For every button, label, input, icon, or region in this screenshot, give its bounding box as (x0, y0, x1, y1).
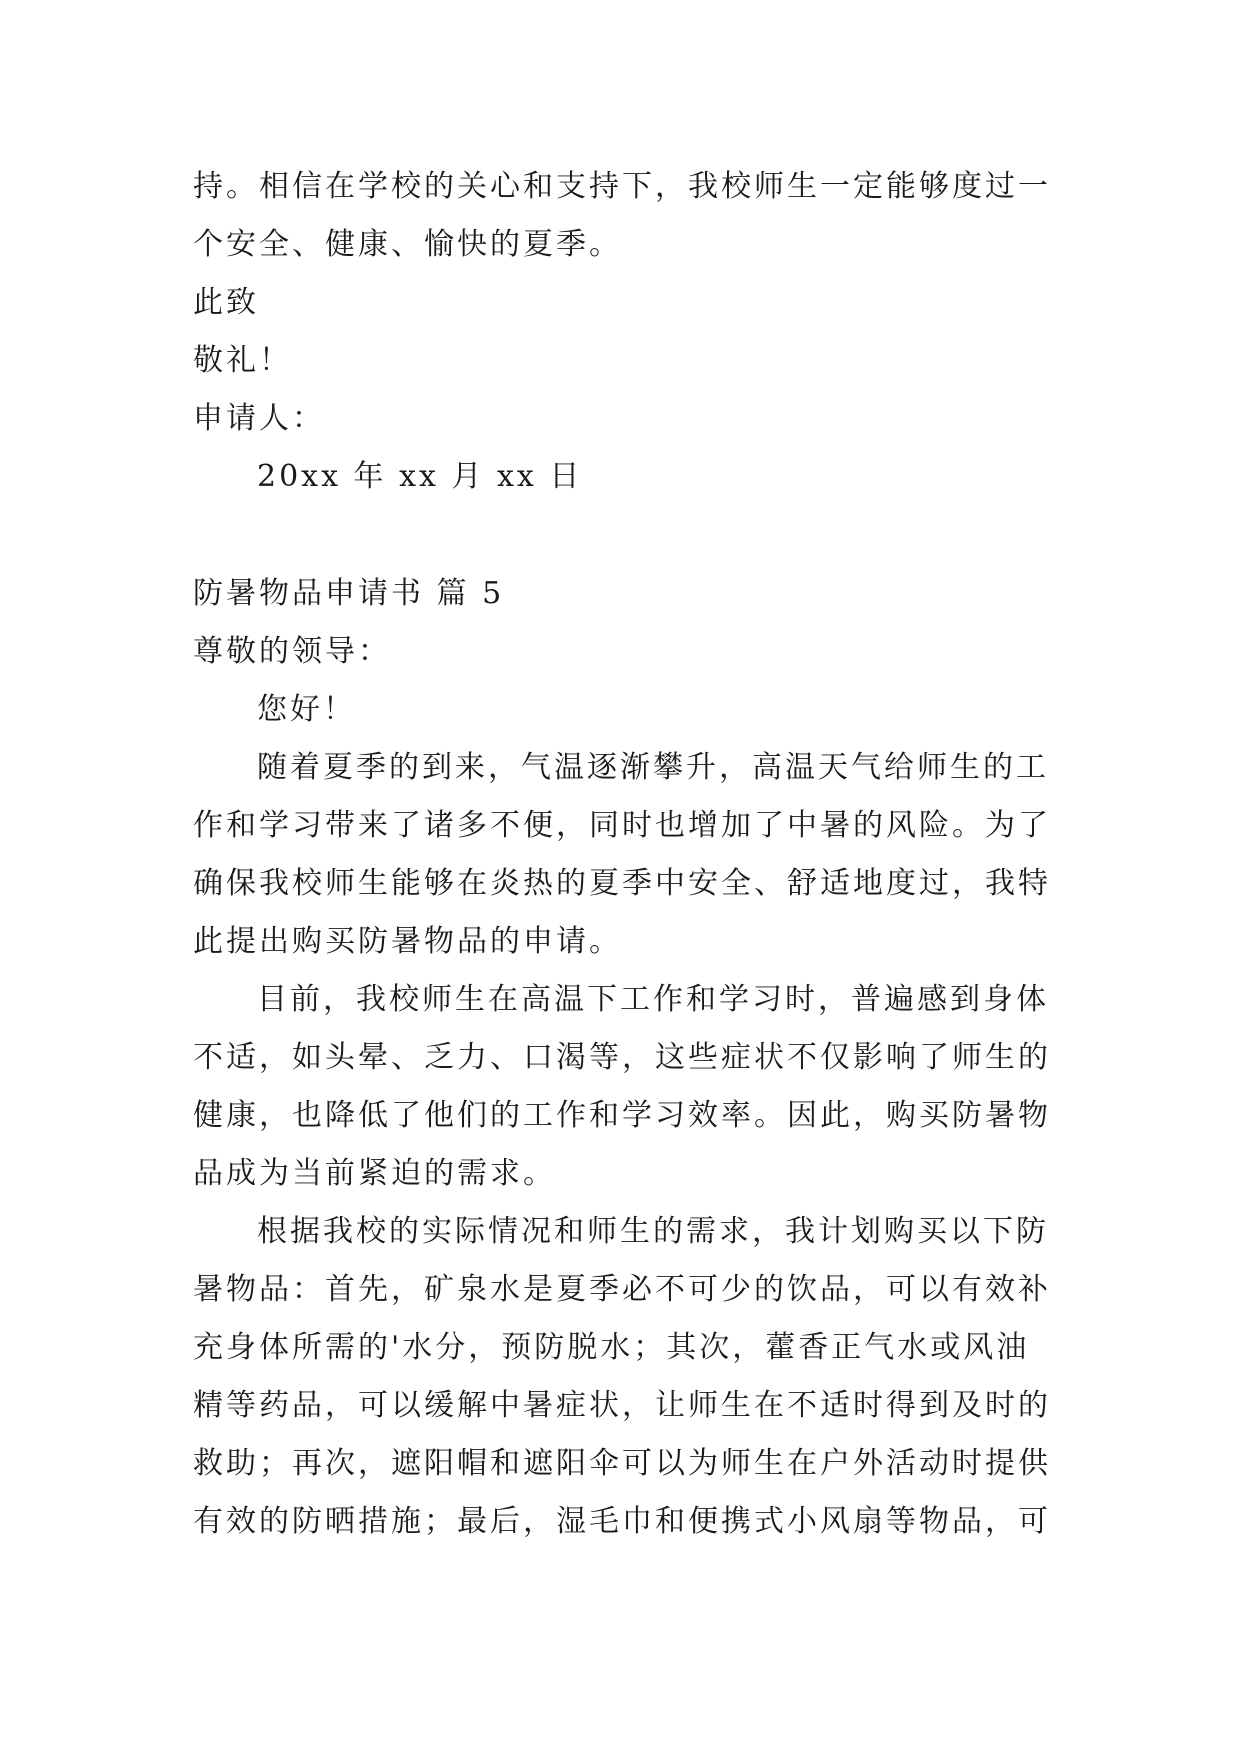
paragraph-line: 充身体所需的'水分，预防脱水；其次，藿香正气水或风油 (193, 1330, 1030, 1365)
paragraph-line: 精等药品，可以缓解中暑症状，让师生在不适时得到及时的 (193, 1388, 1051, 1423)
greeting: 尊敬的领导： (193, 634, 391, 669)
section-title: 防暑物品申请书 篇 5 (193, 576, 505, 611)
closing-regards: 敬礼！ (193, 343, 292, 378)
greeting-hello: 您好！ (257, 692, 356, 727)
applicant-label: 申请人： (193, 401, 325, 436)
paragraph-line: 作和学习带来了诸多不便，同时也增加了中暑的风险。为了 (193, 808, 1051, 843)
paragraph-line: 根据我校的实际情况和师生的需求，我计划购买以下防 (257, 1214, 1049, 1249)
paragraph-line: 此提出购买防暑物品的申请。 (193, 924, 622, 959)
paragraph-line: 确保我校师生能够在炎热的夏季中安全、舒适地度过，我特 (193, 866, 1051, 901)
closing-salutation: 此致 (193, 285, 259, 320)
paragraph-line: 品成为当前紧迫的需求。 (193, 1156, 556, 1191)
paragraph-line: 不适，如头晕、乏力、口渴等，这些症状不仅影响了师生的 (193, 1040, 1051, 1075)
paragraph-line: 持。相信在学校的关心和支持下，我校师生一定能够度过一 (193, 169, 1051, 204)
paragraph-line: 健康，也降低了他们的工作和学习效率。因此，购买防暑物 (193, 1098, 1051, 1133)
paragraph-line: 救助；再次，遮阳帽和遮阳伞可以为师生在户外活动时提供 (193, 1446, 1051, 1481)
paragraph-line: 有效的防晒措施；最后，湿毛巾和便携式小风扇等物品，可 (193, 1504, 1051, 1539)
paragraph-line: 个安全、健康、愉快的夏季。 (193, 227, 622, 262)
paragraph-line: 目前，我校师生在高温下工作和学习时，普遍感到身体 (257, 982, 1049, 1017)
paragraph-line: 暑物品：首先，矿泉水是夏季必不可少的饮品，可以有效补 (193, 1272, 1051, 1307)
paragraph-line: 随着夏季的到来，气温逐渐攀升，高温天气给师生的工 (257, 750, 1049, 785)
date-line: 20xx 年 xx 月 xx 日 (257, 459, 583, 494)
